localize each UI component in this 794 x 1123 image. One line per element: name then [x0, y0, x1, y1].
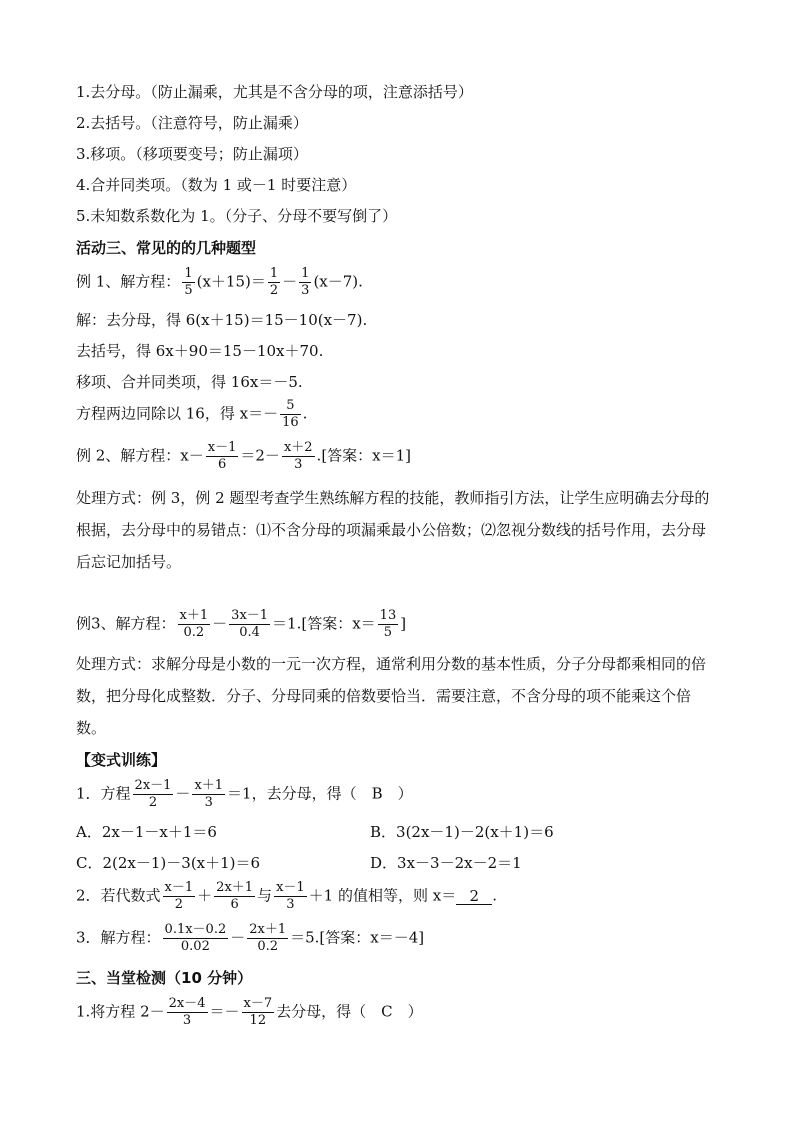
answer-blank: 2	[456, 888, 492, 905]
ex1-solution-4: 方程两边同除以 16，得 x＝－ $\frac{5}{16}$ .	[76, 398, 308, 430]
ex2-note: 处理方式：例 3，例 2 题型考查学生熟练解方程的技能，教师指引方法，让学生应明确去分母的根据，去分母中的易错点：⑴不含分母的项漏乘最小公倍数；⑵忽视分数线的括号作用，去分母后忘记加括号。	[76, 489, 710, 571]
fraction: $\frac{0.1x-0.2}{0.02}$	[164, 922, 227, 954]
step-2: 2.去括号。（注意符号，防止漏乘）	[76, 114, 308, 132]
test-q1: 1.将方程 2－ $\frac{2x-4}{3}$ ＝－ $\frac{x-7}{12}$ 去分母，得（ C ）	[76, 996, 423, 1028]
ex1-solution-3: 移项、合并同类项，得 16x＝－5.	[76, 373, 303, 391]
option-b: B．3(2x－1)－2(x＋1)＝6	[370, 823, 554, 841]
fraction: $\frac{x-7}{12}$	[243, 996, 273, 1028]
option-a: A．2x－1－x＋1＝6	[76, 823, 217, 841]
example-3: 例3、解方程： $\frac{x+1}{0.2}$ － $\frac{3x-1}{0.4}$ ＝1.[答案：x＝ $\frac{13}{5}$ ]	[76, 608, 407, 640]
step-4: 4.合并同类项。（数为 1 或－1 时要注意）	[76, 176, 357, 194]
option-c: C．2(2x－1)－3(x＋1)＝6	[76, 854, 261, 872]
activity3-heading: 活动三、常见的的几种题型	[76, 239, 257, 257]
fraction: $\frac{2x+1}{6}$	[216, 880, 254, 912]
ex1-solution-1: 解：去分母，得 6(x＋15)＝15－10(x－7).	[76, 311, 368, 329]
ex3-note: 处理方式：求解分母是小数的一元一次方程，通常利用分数的基本性质，分子分母都乘相同的倍数，把分母化成整数．分子、分母同乘的倍数要恰当．需要注意，不含分母的项不能乘这个倍数。	[76, 655, 707, 737]
variant-q1: 1．方程 $\frac{2x-1}{2}$ － $\frac{x+1}{3}$ ＝1，去分母，得（ B ）	[76, 778, 413, 810]
step-5: 5.未知数系数化为 1。（分子、分母不要写倒了）	[76, 207, 398, 225]
step-3: 3.移项。（移项要变号；防止漏项）	[76, 145, 308, 163]
example-2: 例 2、解方程：x－ $\frac{x-1}{6}$ ＝2－ $\frac{x+2}{3}$ .[答案：x＝1]	[76, 440, 412, 472]
option-d: D．3x－3－2x－2＝1	[370, 854, 522, 872]
fraction: $\frac{13}{5}$	[379, 608, 397, 640]
step-1: 1.去分母。（防止漏乘，尤其是不含分母的项，注意添括号）	[76, 83, 473, 101]
fraction: $\frac{x+1}{3}$	[194, 778, 224, 810]
fraction: $\frac{5}{16}$	[282, 398, 299, 430]
fraction: $\frac{1}{2}$	[269, 266, 279, 298]
fraction: $\frac{x-1}{6}$	[207, 440, 237, 472]
fraction: $\frac{2x+1}{0.2}$	[249, 922, 287, 954]
section3-heading: 三、当堂检测（10 分钟）	[76, 969, 253, 987]
fraction: $\frac{x+1}{0.2}$	[179, 608, 209, 640]
variant-q3: 3．解方程： $\frac{0.1x-0.2}{0.02}$ － $\frac{2x+1}{0.2}$ ＝5.[答案：x＝－4]	[76, 922, 425, 954]
fraction: $\frac{3x-1}{0.4}$	[231, 608, 269, 640]
fraction: $\frac{x+2}{3}$	[283, 440, 313, 472]
example-1: 例 1、解方程： $\frac{1}{5}$ (x＋15)＝ $\frac{1}{2}$ － $\frac{1}{3}$ (x－7).	[76, 266, 363, 298]
fraction: $\frac{1}{5}$	[184, 266, 193, 298]
ex1-prefix: 例 1、解方程：	[76, 272, 181, 291]
variant-heading: 【变式训练】	[76, 751, 167, 769]
q1-option-row-1	[76, 822, 217, 842]
ex1-solution-2: 去括号，得 6x＋90＝15－10x＋70.	[76, 342, 324, 360]
fraction: $\frac{2x-4}{3}$	[168, 996, 206, 1028]
variant-q2: 2．若代数式 $\frac{x-1}{2}$ ＋ $\frac{2x+1}{6}$ 与 $\frac{x-1}{3}$ ＋1 的值相等，则 x＝ 2 .	[76, 880, 497, 912]
fraction: $\frac{1}{3}$	[301, 266, 310, 298]
fraction: $\frac{x-1}{3}$	[276, 880, 305, 912]
fraction: $\frac{x-1}{2}$	[164, 880, 194, 912]
fraction: $\frac{2x-1}{2}$	[134, 778, 172, 810]
